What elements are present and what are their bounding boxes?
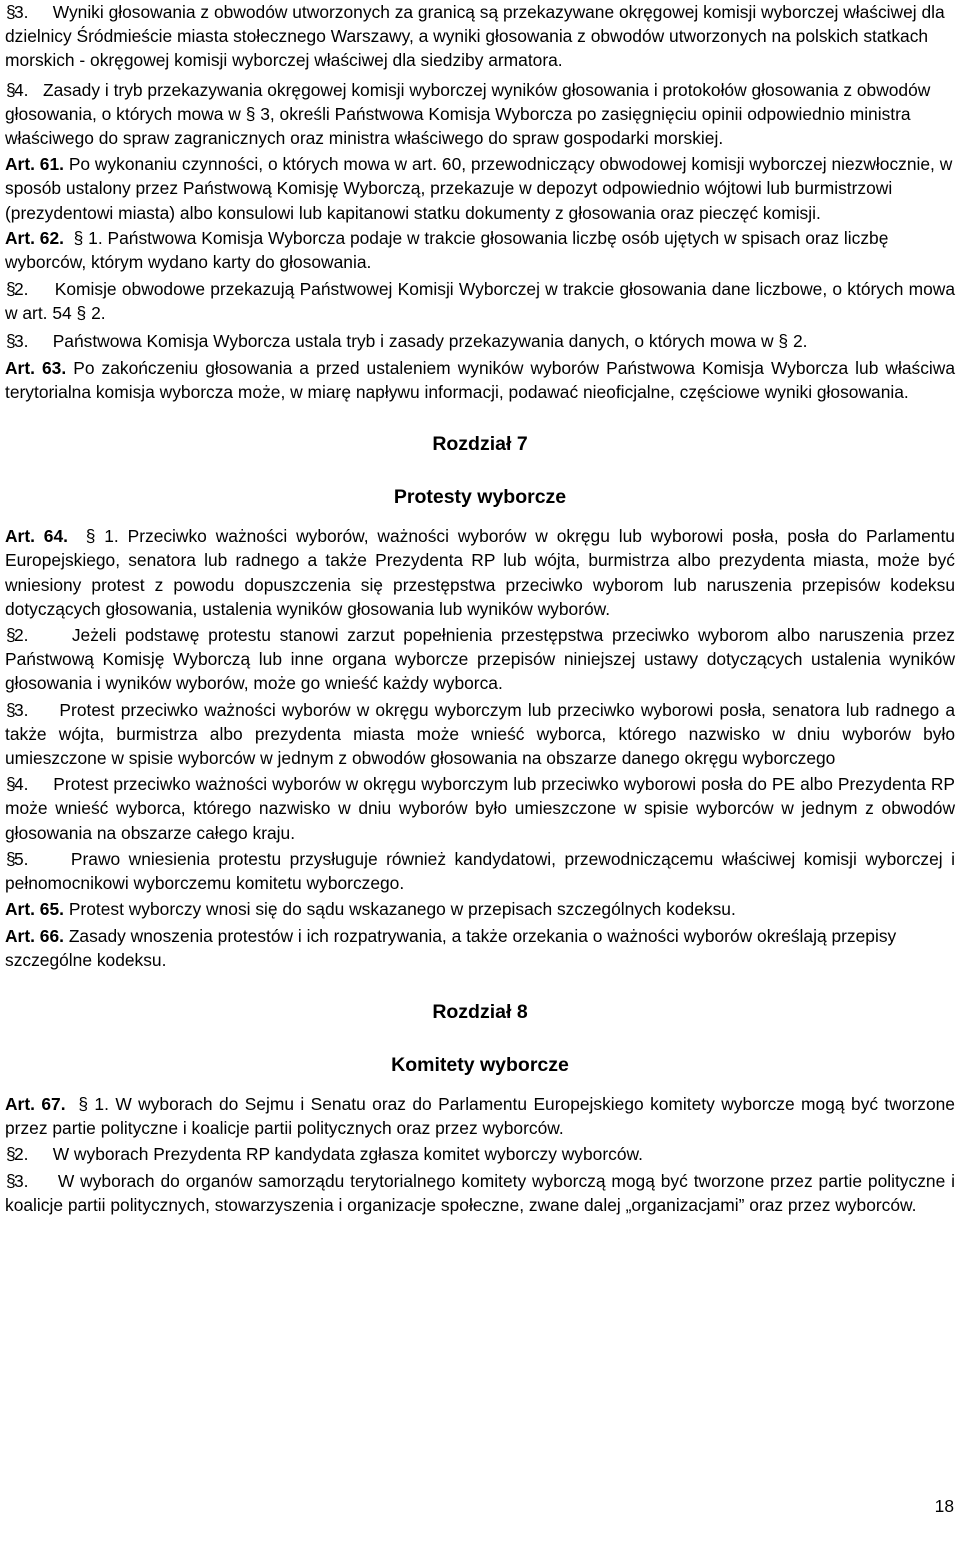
paragraph-text: Państwowa Komisja Wyborcza ustala tryb i zasady przekazywania danych, o których mowa w [52, 330, 774, 351]
article-64-paragraph-2 [5, 623, 955, 696]
article-text: W wyborach do Sejmu i Senatu oraz do Parlamentu Europejskiego komitety wyborcze mogą być tworzone przez partie polityczne i koalicje partii politycznych oraz przez wyborców. [5, 1093, 955, 1139]
article-63 [5, 356, 955, 404]
paragraph-text: Jeżeli podstawę protestu stanowi zarzut popełnienia przestępstwa przeciwko wyborom albo naruszenia przez Państwową Komisję Wyborczą lub inne organa wyborcze przepisów niniejszej ustawy dotyczących ustalenia wyników głosowania i wyników wyborów, może go wnieść każdy wyborca. [5, 625, 955, 694]
article-67-paragraph-2 [5, 1142, 955, 1166]
section-sign: § [6, 330, 16, 351]
article-67-paragraph-3 [5, 1169, 955, 1217]
article-64 [5, 524, 955, 621]
paragraph-text: Komisje obwodowe przekazują Państwowej Komisji Wyborczej w trakcie głosowania dane liczbowe, o których mowa w art. 54 [5, 279, 955, 324]
article-text: 60, przewodniczący obwodowej komisji wyborczej niezwłocznie, w sposób ustalony przez Państwową Komisję Wyborczą, przekazuje w depozyt odpowiednio wójtowi lub burmistrzowi (prezydentowi miasta) albo konsulowi lub kapitanowi statku dokumenty z głosowania oraz pieczęć komisji. [5, 154, 953, 223]
paragraph-number: 1. [88, 227, 103, 248]
document-page [5, 0, 955, 1217]
paragraph-number: 2. [14, 1144, 29, 1165]
section-sign: § [6, 1144, 16, 1165]
section-sign: § [6, 848, 16, 869]
article-64-paragraph-4 [5, 772, 955, 845]
section-sign: § [778, 330, 789, 351]
paragraph-number: 3. [14, 330, 29, 351]
section-sign: § [73, 227, 84, 248]
chapter-title: Rozdział 8 [432, 1000, 528, 1023]
paragraph-text: Protest przeciwko ważności wyborów w okręgu wyborczym lub przeciwko wyborowi posła, senatora lub radnego a także wójta, burmistrza albo prezydenta miasta może wnieść wyborca, którego nazwisko w dniu wyborów było umieszczone w spisie wyborców w jednym z obwodów głosowania na obszarze danego okręgu wyborczego [5, 699, 955, 769]
paragraph-number: 4. [14, 774, 29, 795]
article-65 [5, 897, 955, 921]
section-sign: § [85, 526, 96, 547]
article-text: Przeciwko ważności wyborów, ważności wyborów w okręgu lub wyborowi posła, posła do Parlamentu Europejskiego, senatora lub radnego a także Prezydenta RP lub wójta, burmistrza albo prezydenta miasta, może być wniesiony protest z powodu dopuszczenia się przestępstwa przeciwko wyborom lub naruszenia przepisów kodeksu dotyczących głosowania, ustalenia wyników głosowania lub wyników wyborów. [5, 526, 955, 619]
article-66 [5, 924, 955, 972]
paragraph-text: Protest przeciwko ważności wyborów w okręgu wyborczym lub przeciwko wyborowi posła do PE albo Prezydenta RP może wnieść wyborca, którego nazwisko w dniu wyborów było umieszczone w spisie wyborców w jednym z obwodów głosowania na obszarze całego kraju. [5, 774, 955, 843]
paragraph-text: 2. [91, 303, 106, 324]
section-sign: § [6, 625, 16, 646]
paragraph-number: 3. [14, 1170, 29, 1191]
paragraph-number: 3. [14, 699, 29, 720]
article-label: Art. 62. [5, 227, 64, 248]
chapter-title: Rozdział 7 [432, 433, 528, 456]
section-sign: § [78, 1093, 88, 1114]
section-sign: § [6, 2, 16, 22]
chapter-subtitle: Komitety wyborcze [391, 1053, 569, 1076]
paragraph-number: 1. [104, 526, 119, 547]
paragraph-number: 3. [14, 2, 29, 22]
section-sign: § [6, 279, 16, 300]
paragraph-number: 2. [14, 279, 29, 300]
section-sign: § [245, 103, 256, 124]
paragraph-number: 1. [94, 1093, 109, 1114]
article-62-paragraph-3 [5, 329, 955, 353]
paragraph-text: Wyniki głosowania z obwodów utworzonych za granicą są przekazywane okręgowej komisji wyborczej właściwej dla dzielnicy Śródmieście miasta stołecznego Warszawy, a wyniki głosowania z obwodów utworzonych na polskich statkach morskich - okręgowej komisji wyborczej właściwej dla siedziby armatora. [5, 2, 945, 71]
article-label: Art. 63. [5, 357, 67, 378]
paragraph-3 [5, 0, 955, 73]
section-sign: § [6, 79, 16, 100]
article-67 [5, 1092, 955, 1140]
paragraph-text: 3, określi Państwowa Komisja Wyborcza po zasięgnięciu opinii odpowiednio ministra właściwego do spraw zagranicznych oraz ministra właściwego do spraw gospodarki morskiej. [5, 103, 911, 149]
page-number: 18 [934, 1496, 954, 1516]
article-64-paragraph-3 [5, 698, 955, 771]
paragraph-number: 2. [14, 625, 29, 646]
paragraph-4 [5, 78, 955, 151]
article-label: Art. 64. [5, 526, 68, 547]
article-text: Po zakończeniu głosowania a przed ustaleniem wyników wyborów Państwowa Komisja Wyborcza lub właściwa terytorialna komisja wyborcza może, w miarę napływu informacji, podawać nieoficjalne, częściowe wyniki głosowania. [5, 357, 955, 403]
article-61 [5, 152, 955, 225]
section-sign: § [6, 1170, 16, 1191]
article-64-paragraph-5 [5, 847, 955, 895]
article-label: Art. 67. [5, 1093, 66, 1114]
article-label: Art. 61. [5, 154, 64, 175]
article-label: Art. 66. [5, 925, 64, 946]
paragraph-number: 5. [14, 848, 29, 869]
article-text: Państwowa Komisja Wyborcza podaje w trakcie głosowania liczbę osób ujętych w spisach oraz liczbę wyborców, którym wydano karty do głosowania. [5, 227, 889, 273]
section-sign: § [6, 774, 16, 795]
section-sign: § [6, 699, 16, 720]
article-text: Zasady wnoszenia protestów i ich rozpatrywania, a także orzekania o ważności wyborów określają przepisy szczególne kodeksu. [5, 925, 897, 970]
section-sign: § [76, 303, 87, 324]
paragraph-number: 4. [14, 79, 29, 100]
paragraph-text: W wyborach do organów samorządu terytorialnego komitety wyborczą mogą być tworzone przez partie polityczne i koalicje partii politycznych, stowarzyszenia i organizacje społeczne, zwane dalej „organizacjami” oraz przez wyborców. [5, 1170, 955, 1215]
paragraph-text: Zasady i tryb przekazywania okręgowej komisji wyborczej wyników głosowania i protokołów głosowania z obwodów głosowania, o których mowa w [5, 79, 931, 124]
chapter-subtitle: Protesty wyborcze [393, 486, 567, 509]
article-text: Po wykonaniu czynności, o których mowa w art. [68, 154, 438, 175]
article-text: Protest wyborczy wnosi się do sądu wskazanego w przepisach szczególnych kodeksu. [68, 899, 736, 920]
paragraph-text: W wyborach Prezydenta RP kandydata zgłasza komitet wyborczy wyborców. [52, 1144, 643, 1165]
paragraph-text: 2. [792, 330, 808, 351]
paragraph-text: Prawo wniesienia protestu przysługuje również kandydatowi, przewodniczącemu właściwej komisji wyborczej i pełnomocnikowi wyborczemu komitetu wyborczego. [5, 848, 955, 894]
article-62-paragraph-2 [5, 277, 955, 325]
article-62 [5, 226, 955, 274]
article-label: Art. 65. [5, 899, 64, 920]
